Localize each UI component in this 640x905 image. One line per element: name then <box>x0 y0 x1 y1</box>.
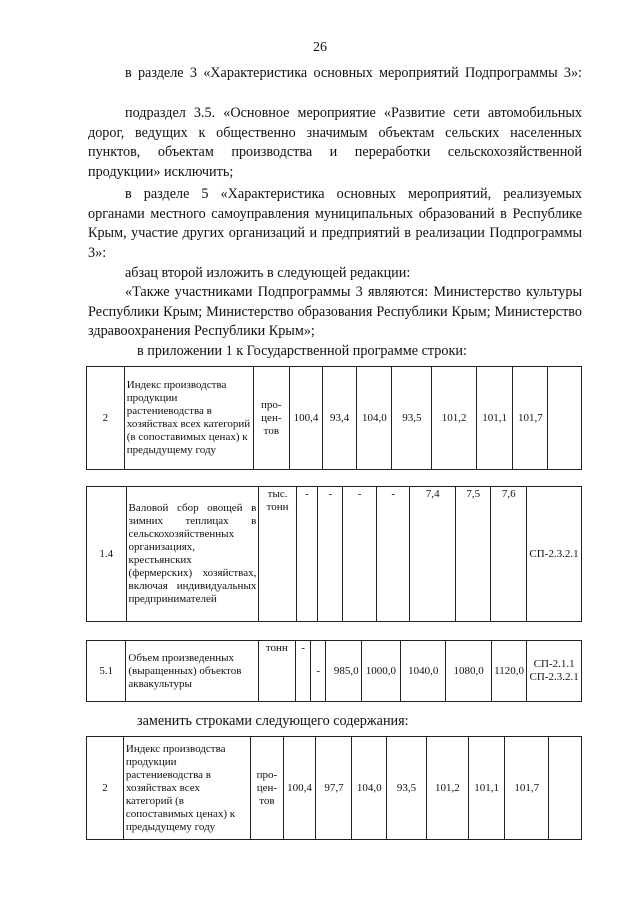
table-row <box>87 737 582 840</box>
value-cell: 101,7 <box>505 737 549 840</box>
value-cell: 101,1 <box>476 367 513 470</box>
table-row <box>87 641 582 702</box>
value-cell: 101,7 <box>513 367 548 470</box>
table-rows-original-5-1 <box>86 640 582 702</box>
value-cell: 100,4 <box>290 367 323 470</box>
indicator-name: Индекс производства продукции растениеводства в хозяйствах всех категорий (в сопоставимых ценах) к предыдущему году <box>124 367 253 470</box>
value-cell: 7,5 <box>456 487 491 622</box>
row-number: 2 <box>87 367 125 470</box>
paragraph-text: в разделе 3 «Характеристика основных мероприятий Подпрограммы 3»: <box>125 65 582 81</box>
paragraph-appendix-intro <box>100 342 580 362</box>
indicator-name: Валовой сбор овощей в зимних теплицах в сельскохозяйственных организациях, крестьянских (фермерских) хозяйствах, включая индивидуальных предпринимателей <box>126 487 259 622</box>
table-row <box>87 367 582 470</box>
value-cell: 100,4 <box>283 737 316 840</box>
paragraph-text: «Также участниками Подпрограммы 3 являются: Министерство культуры Республики Крым; Министерство образования Республики Крым; Министерство здравоохранения Республики Крым»; <box>88 284 582 340</box>
value-cell: 97,7 <box>316 737 352 840</box>
code-cell: СП-2.3.2.1 <box>526 487 581 622</box>
row-number: 1.4 <box>87 487 127 622</box>
value-cell: - <box>343 487 376 622</box>
value-cell: - <box>296 641 311 702</box>
paragraph-subsection-3-5 <box>88 104 582 182</box>
unit: про-цен-тов <box>253 367 289 470</box>
table-rows-original-2 <box>86 366 582 470</box>
value-cell: 101,2 <box>426 737 468 840</box>
value-cell: 1080,0 <box>446 641 491 702</box>
paragraph-abzac <box>88 264 582 284</box>
paragraph-text: подраздел 3.5. «Основное мероприятие «Развитие сети автомобильных дорог, ведущих к общественно значимым объектам сельских населенных пунктов, объектам производства и переработки сельскохозяйственной продукции» исключить; <box>88 105 582 180</box>
paragraph-section-5 <box>88 185 582 263</box>
value-cell: 93,5 <box>392 367 432 470</box>
value-cell: 7,4 <box>410 487 456 622</box>
paragraph-text: абзац второй изложить в следующей редакции: <box>125 265 411 281</box>
code-cell: СП-2.1.1 СП-2.3.2.1 <box>527 641 582 702</box>
value-cell: 1000,0 <box>361 641 400 702</box>
indicator-name: Объем произведенных (выращенных) объектов аквакультуры <box>126 641 258 702</box>
unit: про-цен-тов <box>251 737 283 840</box>
value-cell: - <box>318 487 343 622</box>
value-cell: 104,0 <box>352 737 387 840</box>
table-rows-new-2 <box>86 736 582 840</box>
value-cell: 93,5 <box>387 737 427 840</box>
value-cell: 1040,0 <box>401 641 446 702</box>
value-cell: 93,4 <box>322 367 357 470</box>
paragraph-replace-intro <box>100 712 580 732</box>
value-cell: 1120,0 <box>491 641 526 702</box>
paragraph-text: в приложении 1 к Государственной программе строки: <box>137 343 467 359</box>
unit: тыс. тонн <box>259 487 297 622</box>
value-cell: 101,2 <box>432 367 476 470</box>
value-cell: 985,0 <box>326 641 361 702</box>
paragraph-section-3 <box>88 64 582 84</box>
value-cell: - <box>311 641 326 702</box>
table-row <box>87 487 582 622</box>
row-number: 5.1 <box>87 641 126 702</box>
indicator-name: Индекс производства продукции растениеводства в хозяйствах всех категорий (в сопоставимых ценах) к предыдущему году <box>123 737 250 840</box>
page-number: 26 <box>313 40 327 55</box>
value-cell: 104,0 <box>357 367 392 470</box>
unit: тонн <box>258 641 295 702</box>
paragraph-participants <box>88 283 582 342</box>
value-cell: 7,6 <box>491 487 526 622</box>
paragraph-text: в разделе 5 «Характеристика основных мероприятий, реализуемых органами местного самоуправления муниципальных образований в Республике Крым, участие других организаций и предприятий в реализации Подпрограммы 3»: <box>88 186 582 261</box>
value-cell: 101,1 <box>468 737 504 840</box>
code-cell <box>549 737 582 840</box>
value-cell: - <box>296 487 317 622</box>
row-number: 2 <box>87 737 124 840</box>
value-cell: - <box>376 487 409 622</box>
table-rows-original-1-4 <box>86 486 582 622</box>
code-cell <box>548 367 582 470</box>
paragraph-text: заменить строками следующего содержания: <box>137 713 409 729</box>
